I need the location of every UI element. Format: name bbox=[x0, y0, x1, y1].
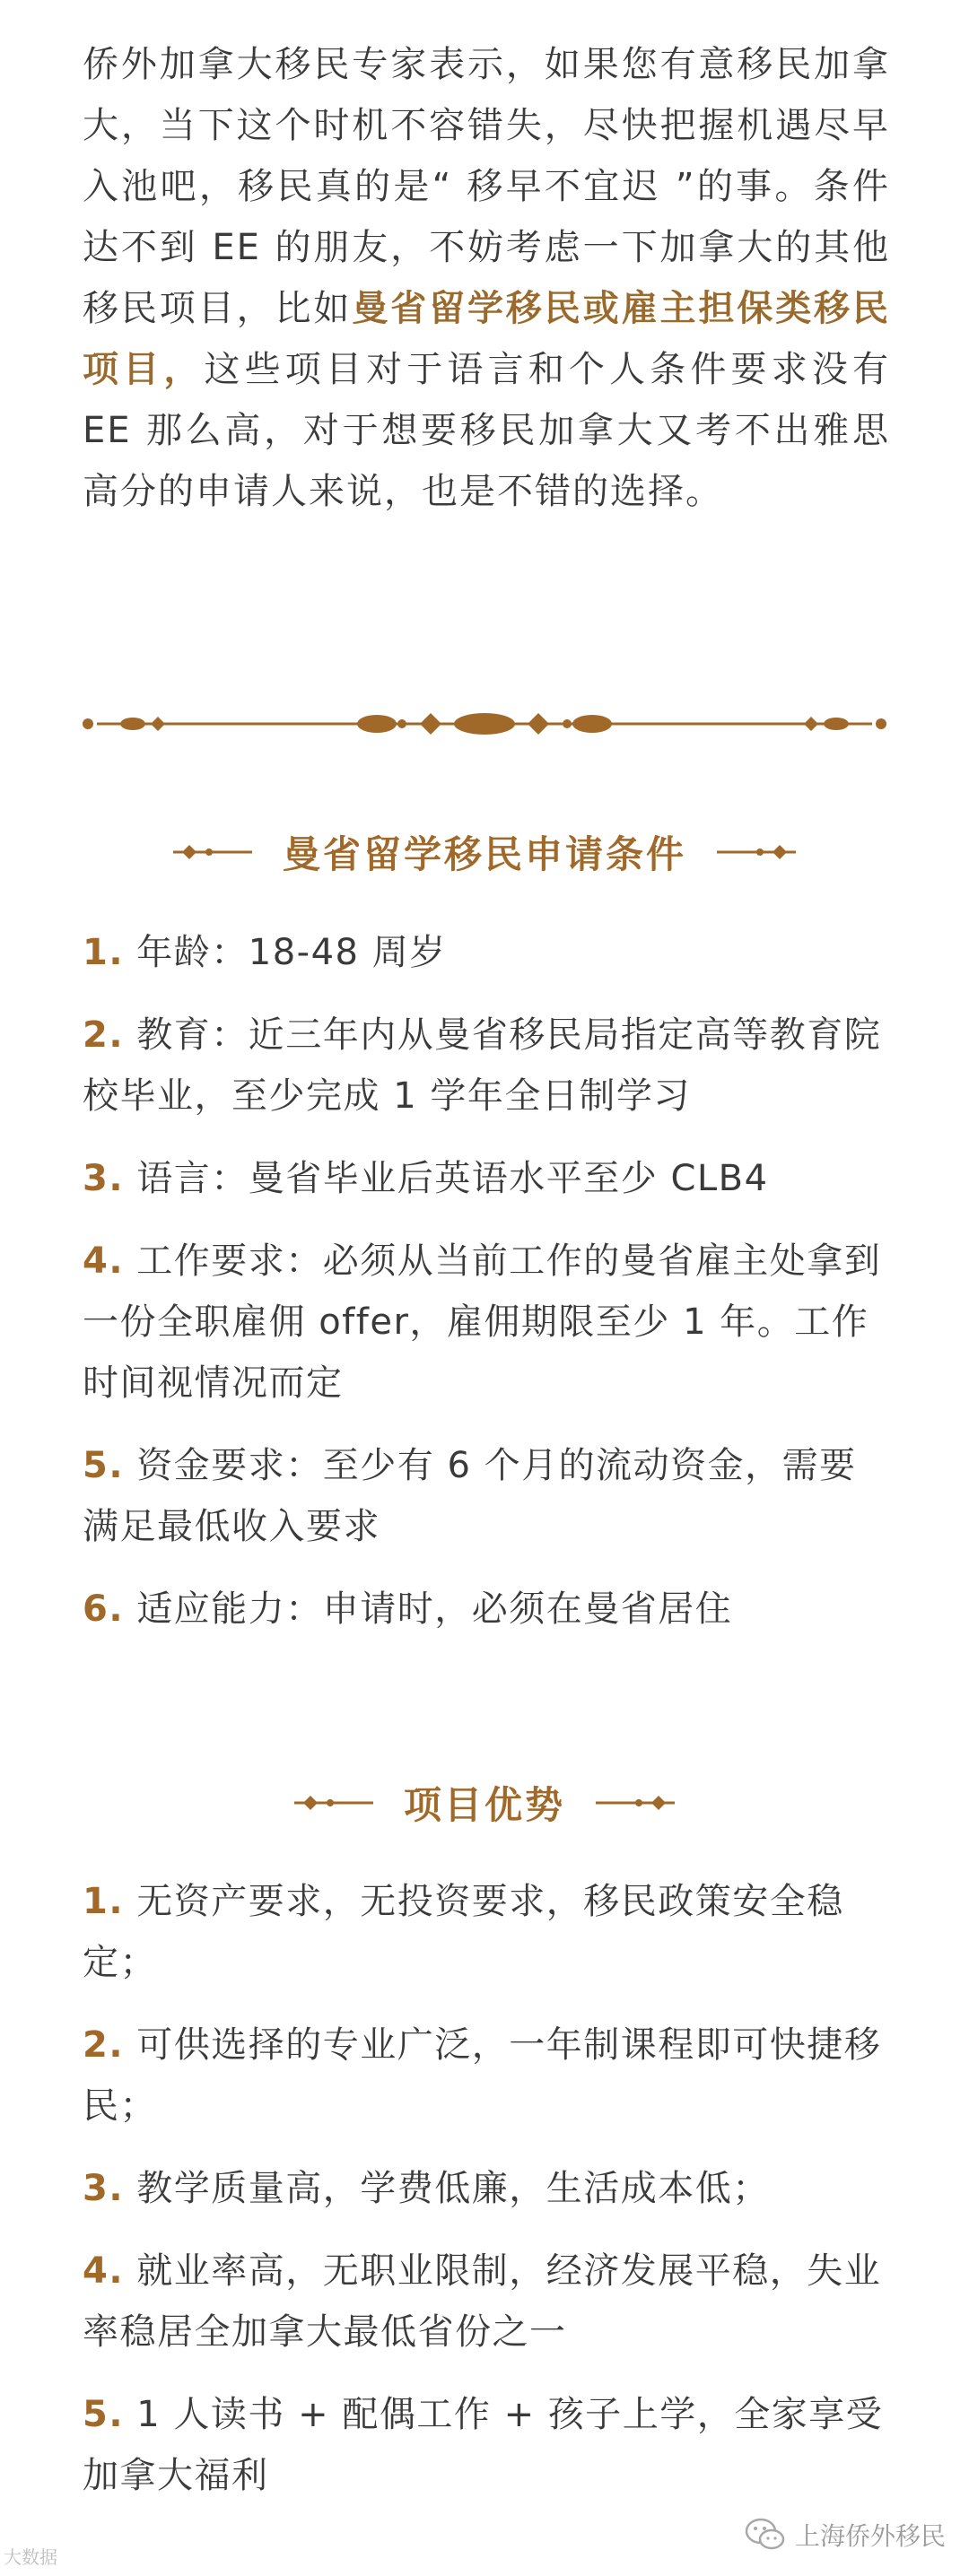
item-number: 3. bbox=[83, 1158, 125, 1199]
item-number: 1. bbox=[83, 1881, 125, 1922]
requirements-list bbox=[83, 922, 890, 1661]
item-number: 6. bbox=[83, 1588, 125, 1630]
watermark-right-text: 上海侨外移民 bbox=[794, 2521, 946, 2551]
heading-ornament-left-icon bbox=[294, 1789, 384, 1816]
item-text: 可供选择的专业广泛，一年制课程即可快捷移民； bbox=[83, 2024, 882, 2127]
intro-paragraph bbox=[83, 34, 890, 522]
section-heading-advantages bbox=[0, 1776, 969, 1830]
watermark-right bbox=[745, 2517, 946, 2553]
intro-highlight: 曼省留学移民或雇主担保类移民项目， bbox=[83, 288, 891, 390]
advantages-list bbox=[83, 1871, 890, 2528]
item-text: 教育：近三年内从曼省移民局指定高等教育院校毕业，至少完成 1 学年全日制学习 bbox=[83, 1014, 882, 1117]
intro-text-2: 这些项目对于语言和个人条件要求没有 EE 那么高，对于想要移民加拿大又考不出雅思高分的申请人来说，也是不错的选择。 bbox=[83, 349, 891, 512]
list-item bbox=[83, 1435, 890, 1557]
item-number: 2. bbox=[83, 2024, 125, 2066]
wechat-icon bbox=[745, 2517, 786, 2553]
item-text: 资金要求：至少有 6 个月的流动资金，需要满足最低收入要求 bbox=[83, 1445, 857, 1547]
list-item bbox=[83, 1005, 890, 1127]
watermark-left-text: 大数据 bbox=[4, 2546, 57, 2568]
list-item bbox=[83, 1579, 890, 1640]
item-text: 适应能力：申请时，必须在曼省居住 bbox=[124, 1588, 733, 1630]
item-text: 1 人读书 + 配偶工作 + 孩子上学，全家享受加拿大福利 bbox=[83, 2394, 884, 2496]
item-text: 教学质量高，学费低廉，生活成本低； bbox=[124, 2168, 770, 2209]
item-text: 无资产要求，无投资要求，移民政策安全稳定； bbox=[83, 1881, 844, 1983]
list-item bbox=[83, 2384, 890, 2506]
heading-ornament-right-icon bbox=[706, 839, 796, 866]
list-item bbox=[83, 2015, 890, 2137]
item-text: 语言：曼省毕业后英语水平至少 CLB4 bbox=[124, 1158, 769, 1199]
item-number: 5. bbox=[83, 2394, 125, 2435]
intro-text-1: 侨外加拿大移民专家表示，如果您有意移民加拿大，当下这个时机不容错失，尽快把握机遇尽早入池吧，移民真的是“ 移早不宜迟 ”的事。条件达不到 EE 的朋友，不妨考虑一下加拿大的其他移民项目，比如 bbox=[83, 44, 890, 329]
list-item bbox=[83, 1148, 890, 1209]
heading-ornament-left-icon bbox=[173, 839, 263, 866]
list-item bbox=[83, 1871, 890, 1993]
list-item bbox=[83, 1231, 890, 1414]
item-text: 年龄：18-48 周岁 bbox=[124, 932, 447, 973]
heading-ornament-right-icon bbox=[585, 1789, 675, 1816]
item-number: 1. bbox=[83, 932, 125, 973]
item-number: 3. bbox=[83, 2168, 125, 2209]
item-number: 5. bbox=[83, 1445, 125, 1486]
section-title-advantages: 项目优势 bbox=[403, 1783, 565, 1827]
section-title-requirements: 曼省留学移民申请条件 bbox=[282, 832, 686, 876]
item-text: 工作要求：必须从当前工作的曼省雇主处拿到一份全职雇佣 offer，雇佣期限至少 1 年。工作时间视情况而定 bbox=[83, 1240, 882, 1404]
item-text: 就业率高，无职业限制，经济发展平稳，失业率稳居全加拿大最低省份之一 bbox=[83, 2250, 882, 2353]
item-number: 4. bbox=[83, 2250, 125, 2292]
ornamental-divider bbox=[79, 704, 890, 744]
list-item bbox=[83, 2241, 890, 2363]
item-number: 2. bbox=[83, 1014, 125, 1056]
list-item bbox=[83, 922, 890, 983]
list-item bbox=[83, 2158, 890, 2219]
item-number: 4. bbox=[83, 1240, 125, 1282]
watermark-left bbox=[4, 2543, 57, 2569]
section-heading-requirements bbox=[0, 825, 969, 879]
